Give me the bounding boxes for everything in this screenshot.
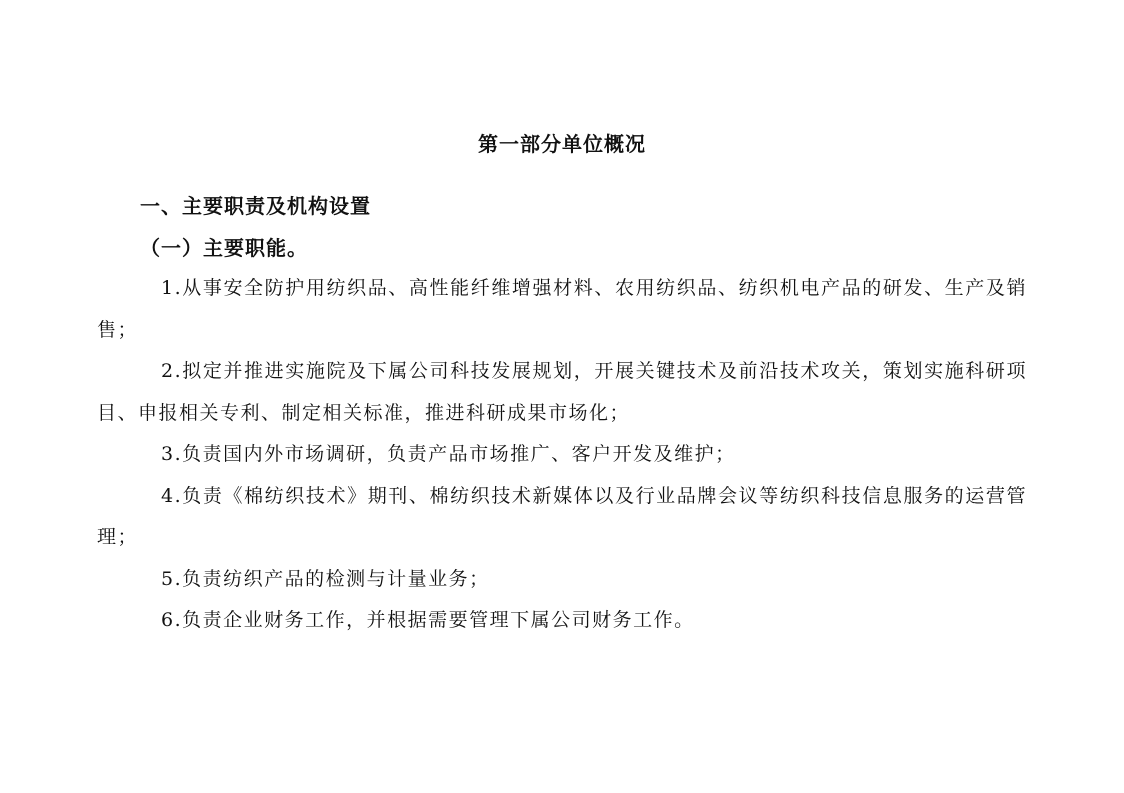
duty-item: 2.拟定并推进实施院及下属公司科技发展规划，开展关键技术及前沿技术攻关，策划实施科研项目、申报相关专利、制定相关标准，推进科研成果市场化；	[97, 360, 1027, 424]
section-heading: 一、主要职责及机构设置	[140, 194, 371, 218]
duty-item: 6.负责企业财务工作，并根据需要管理下属公司财务工作。	[161, 609, 695, 631]
duty-item: 3.负责国内外市场调研，负责产品市场推广、客户开发及维护；	[161, 443, 736, 465]
duties-list	[97, 268, 1027, 642]
duty-item: 1.从事安全防护用纺织品、高性能纤维增强材料、农用纺织品、纺织机电产品的研发、生产及销售；	[97, 277, 1027, 341]
subsection-heading: （一）主要职能。	[140, 236, 308, 260]
duty-item: 5.负责纺织产品的检测与计量业务；	[161, 567, 490, 590]
page-title: 第一部分单位概况	[478, 132, 646, 156]
duty-item: 4.负责《棉纺织技术》期刊、棉纺织技术新媒体以及行业品牌会议等纺织科技信息服务的运营管理；	[97, 484, 1027, 548]
